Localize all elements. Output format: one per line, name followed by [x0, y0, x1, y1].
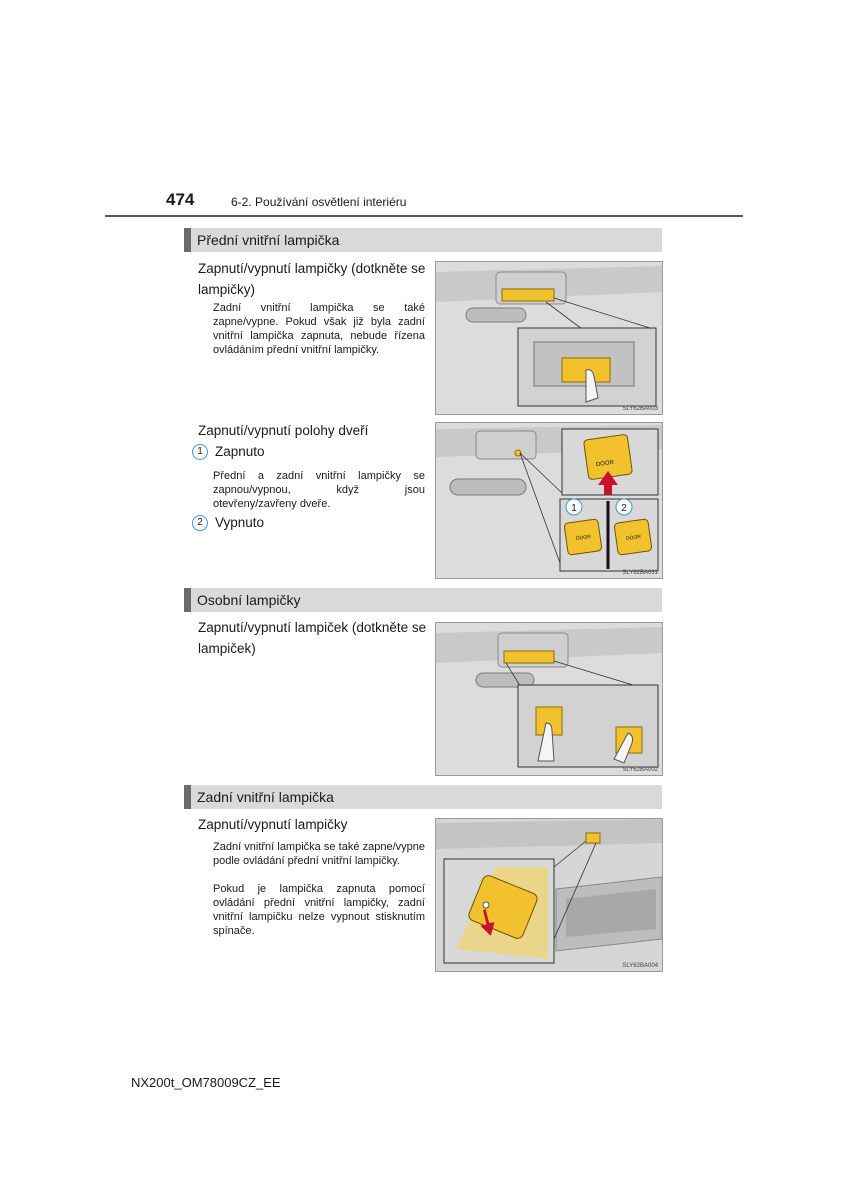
personal-lamps-instruction: Zapnutí/vypnutí lampiček (dotkněte se lampiček): [198, 620, 427, 656]
door-off-label: Vypnuto: [215, 515, 265, 530]
front-lamp-note: Zadní vnitřní lampička se také zapne/vypne. Pokud však již byla zadní vnitřní lampička zapnuta, nebude řízena ovládáním přední vnitřní lampičky.: [213, 302, 425, 356]
section-heading-title: Zadní vnitřní lampička: [197, 789, 334, 805]
figure-code: SLY62BA003: [622, 406, 658, 412]
number-2-badge: 2: [192, 515, 208, 531]
personal-lamps-illustration: [436, 623, 662, 775]
door-switch-label: DOOR: [595, 459, 615, 469]
front-lamp-illustration: [436, 262, 662, 414]
section-heading-accent: [184, 785, 191, 809]
footer-document-code: NX200t_OM78009CZ_EE: [131, 1075, 281, 1090]
rear-lamp-figure: [435, 818, 663, 972]
figure-code: SLY62BA031: [622, 570, 658, 576]
rear-lamp-instruction: Zapnutí/vypnutí lampičky: [198, 817, 348, 832]
door-on-item: [192, 443, 265, 461]
door-switch-illustration: [436, 423, 662, 578]
rear-lamp-note-2: Pokud je lampička zapnuta pomocí ovládání přední vnitřní lampičky, zadní vnitřní lampičku nelze vypnout stisknutím spínače.: [213, 883, 425, 937]
section-heading-rear-lamp: [184, 785, 662, 809]
door-position-instruction: Zapnutí/vypnutí polohy dveří: [198, 423, 369, 438]
section-heading-personal-lamps: [184, 588, 662, 612]
door-switch-label-on: DOOR: [575, 533, 592, 543]
header-divider: [105, 215, 743, 217]
front-lamp-instruction: Zapnutí/vypnutí lampičky (dotkněte se lampičky): [198, 261, 426, 297]
section-heading-title: Osobní lampičky: [197, 592, 301, 608]
section-heading-accent: [184, 588, 191, 612]
svg-text:1: 1: [571, 503, 577, 514]
header-section-title: 6-2. Používání osvětlení interiéru: [231, 195, 407, 209]
section-heading-front-lamp: [184, 228, 662, 252]
door-on-description: Přední a zadní vnitřní lampičky se zapnou/vypnou, když jsou otevřeny/zavřeny dveře.: [213, 470, 425, 510]
figure-code: SLY62BA002: [622, 767, 658, 773]
svg-text:2: 2: [621, 503, 627, 514]
rear-lamp-note-1: Zadní vnitřní lampička se také zapne/vypne podle ovládání přední vnitřní lampičky.: [213, 841, 425, 867]
personal-lamps-figure: [435, 622, 663, 776]
rear-lamp-illustration: [436, 819, 662, 971]
door-off-item: [192, 514, 264, 532]
door-switch-label-off: DOOR: [625, 533, 642, 543]
figure-code: SLY62BA004: [622, 963, 658, 969]
section-heading-title: Přední vnitřní lampička: [197, 232, 340, 248]
door-switch-figure: [435, 422, 663, 579]
front-lamp-figure: [435, 261, 663, 415]
door-on-label: Zapnuto: [215, 444, 265, 459]
section-heading-accent: [184, 228, 191, 252]
page-number: 474: [166, 190, 195, 209]
number-1-badge: 1: [192, 444, 208, 460]
